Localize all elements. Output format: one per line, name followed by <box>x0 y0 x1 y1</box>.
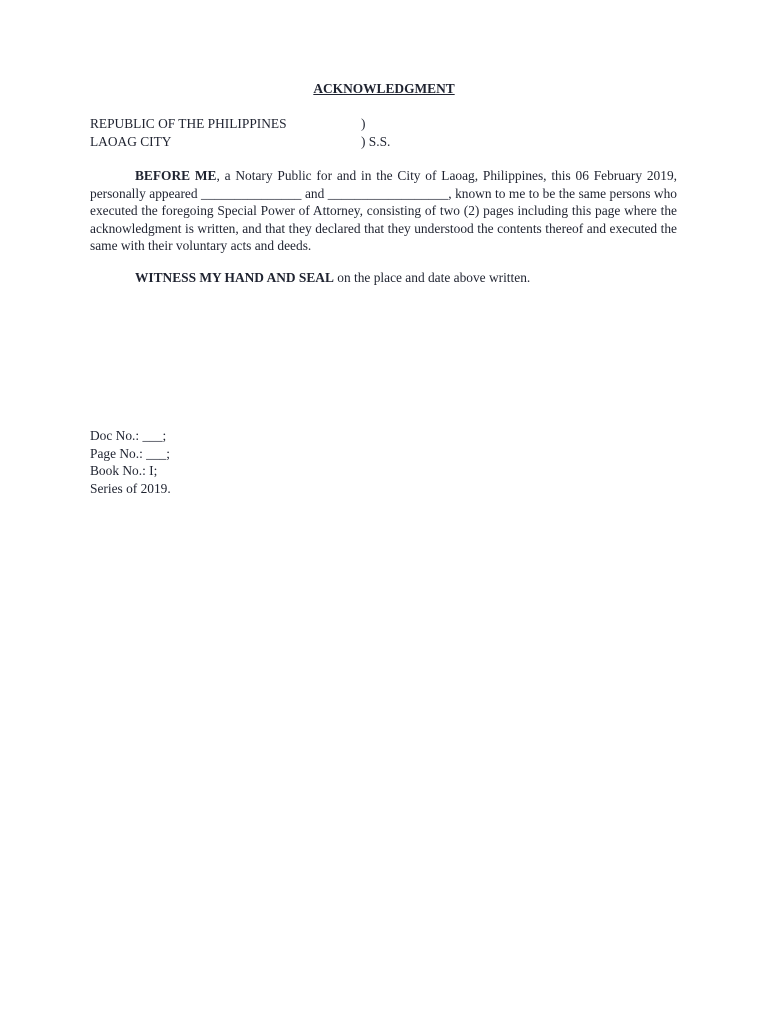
venue-paren: ) <box>361 116 366 131</box>
venue-block <box>90 115 690 150</box>
page-no: Page No.: ___; <box>90 445 170 461</box>
venue-country: REPUBLIC OF THE PHILIPPINES <box>90 116 287 131</box>
acknowledgment-body: , a Notary Public for and in the City of Laoag, Philippines, this 06 February 2019, personally appeared _______________ and __________________, known to me to be the same persons who executed the foregoing Special Power of Attorney, consisting of two (2) pages including this page where the acknowledgment is written, and that they declared that they understood the contents thereof and executed the same with their voluntary acts and deeds. <box>90 168 677 253</box>
notarial-register-block <box>90 427 171 497</box>
venue-ss: ) S.S. <box>361 133 391 149</box>
before-me-lead: BEFORE ME <box>135 168 217 183</box>
document-title: ACKNOWLEDGMENT <box>313 81 455 96</box>
witness-paragraph <box>90 269 677 287</box>
book-no: Book No.: I; <box>90 463 158 478</box>
venue-row-country <box>90 115 690 133</box>
venue-city: LAOAG CITY <box>90 133 172 149</box>
venue-row-city <box>90 133 690 151</box>
doc-no: Doc No.: ___; <box>90 428 167 443</box>
series: Series of 2019. <box>90 480 171 496</box>
witness-body: on the place and date above written. <box>333 270 531 285</box>
acknowledgment-paragraph <box>90 167 677 255</box>
witness-lead: WITNESS MY HAND AND SEAL <box>135 270 334 285</box>
